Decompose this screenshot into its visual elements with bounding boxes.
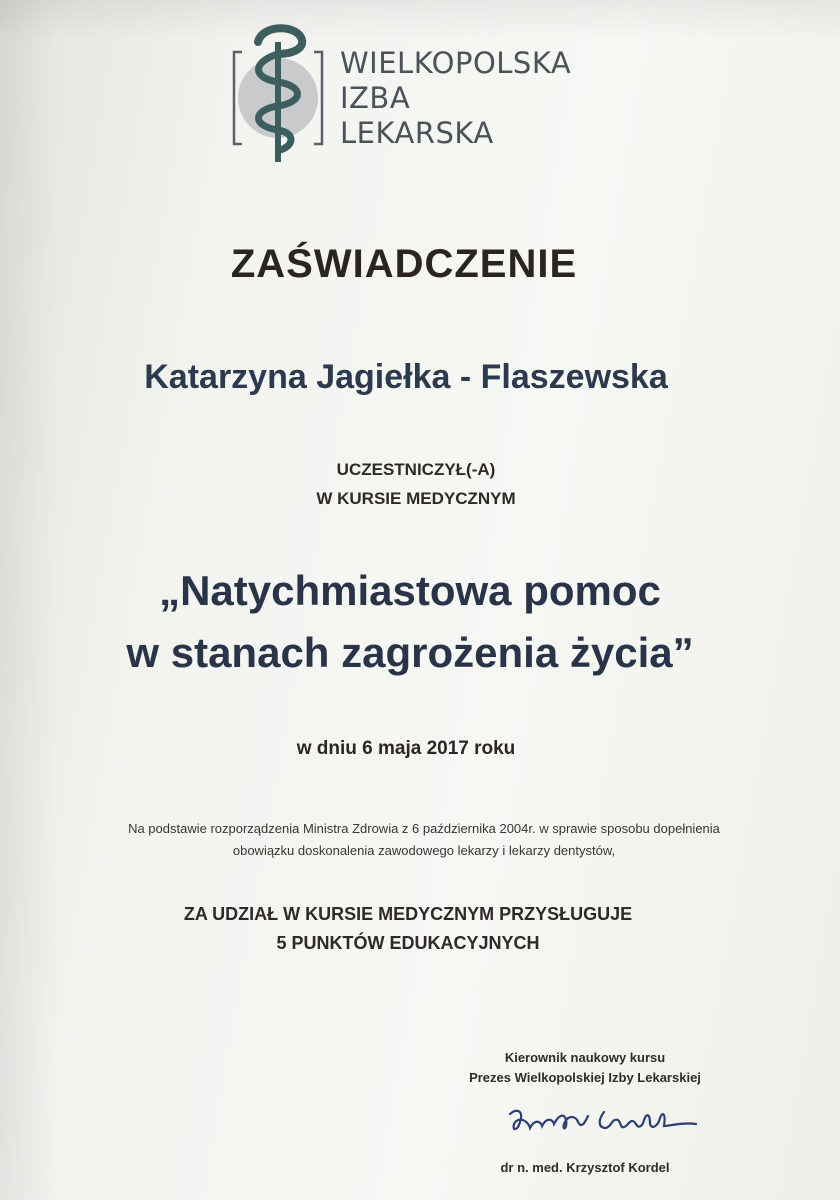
logo-line-1: WIELKOPOLSKA [340,46,572,80]
participation-statement [0,455,836,513]
logo-line-2: IZBA [340,81,411,115]
logo-line-3: LEKARSKA [340,116,494,150]
signatory-role [420,1048,750,1088]
signatory-role-line-1: Kierownik naukowy kursu [504,1050,666,1065]
course-date: w dniu 6 maja 2017 roku [296,738,516,759]
staff-of-asclepius-icon [228,20,328,170]
signatory-role-line-2: Prezes Wielkopolskiej Izby Lekarskiej [469,1070,701,1085]
legal-basis [4,818,840,862]
education-points [0,900,828,958]
recipient-name: Katarzyna Jagiełka - Flaszewska [144,358,668,396]
logo-text [340,46,571,151]
certificate-title: ZAŚWIADCZENIE [230,242,578,286]
chamber-logo [228,20,588,170]
education-points-line-2: 5 PUNKTÓW EDUKACYJNYCH [276,933,540,953]
signatory-name: dr n. med. Krzysztof Kordel [500,1160,670,1175]
handwritten-signature [502,1102,702,1142]
course-title [0,560,830,684]
participation-line-2: W KURSIE MEDYCZNYM [316,489,516,508]
course-title-line-2: w stanach zagrożenia życia” [126,629,694,676]
participation-line-1: UCZESTNICZYŁ(-A) [336,460,496,479]
legal-basis-line-2: obowiązku doskonalenia zawodowego lekarzy i lekarzy dentystów, [232,843,616,858]
legal-basis-line-1: Na podstawie rozporządzenia Ministra Zdrowia z 6 października 2004r. w sprawie sposobu dopełnienia [128,821,720,836]
education-points-line-1: ZA UDZIAŁ W KURSIE MEDYCZNYM PRZYSŁUGUJE [183,904,633,924]
course-title-line-1: „Natychmiastowa pomoc [159,567,661,614]
